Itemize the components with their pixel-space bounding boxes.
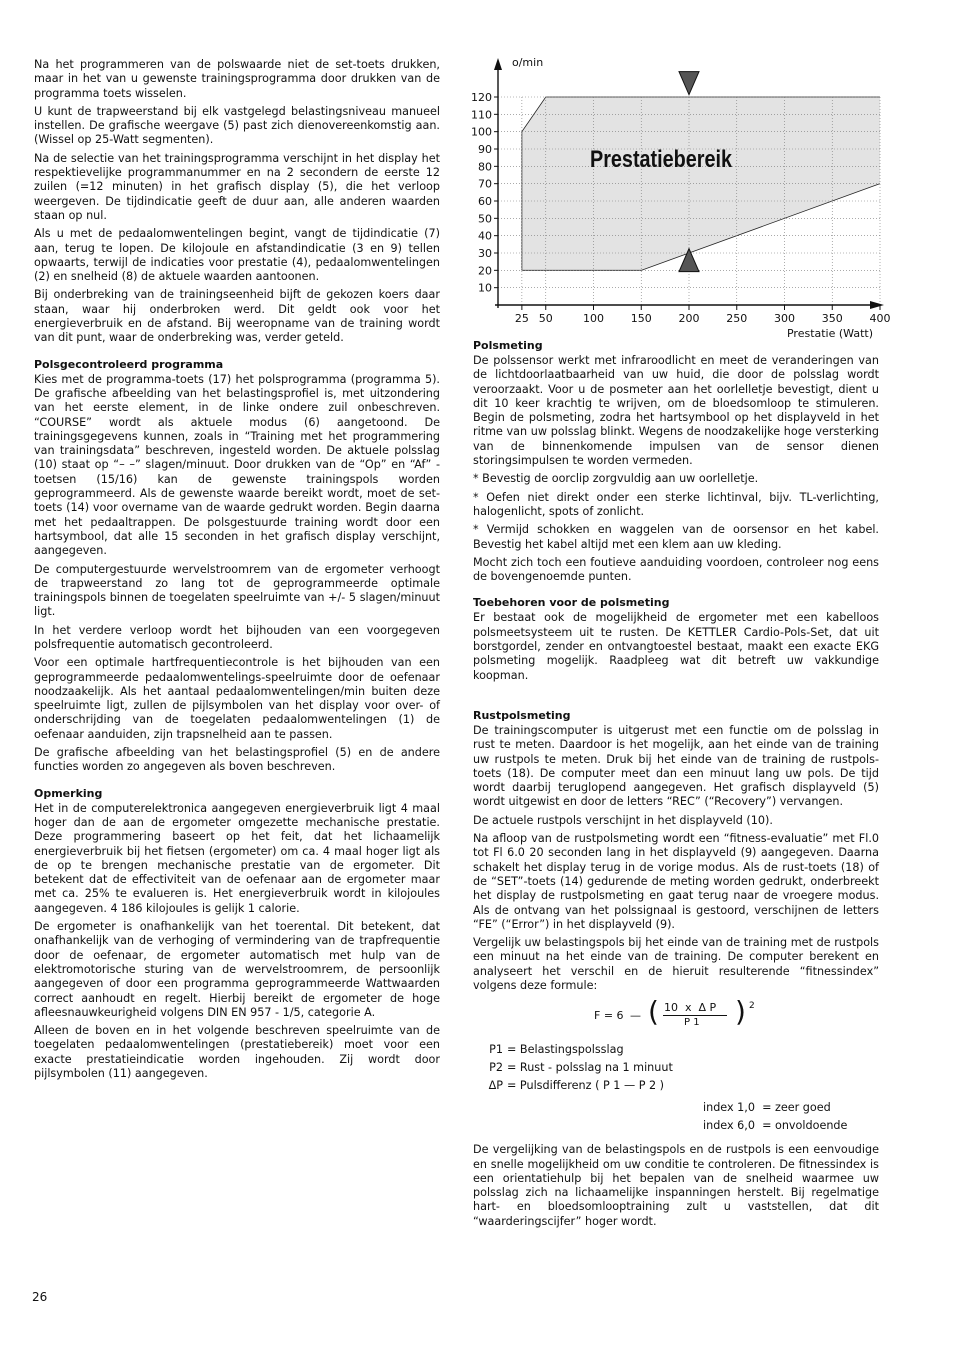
legend-symbol: P1 bbox=[489, 1043, 503, 1057]
y-tick-label: 110 bbox=[471, 108, 492, 122]
legend-definition: = Rust - polsslag na 1 minuut bbox=[507, 1061, 673, 1075]
paragraph: Als u met de pedaalomwentelingen begint, vangt de tijdindicatie (7) aan, terug te lopen. De kilojoule en afstandindicatie (3 en 9) tellen opwaarts, terwijl de indicaties voor prestatie (4), pedaalomwentelingen (2) en snelheid (8) de aktuele waarden aantoonen. bbox=[34, 227, 440, 284]
bullet-item: * Vermijd schokken en waggelen van de oorsensor en het kabel. Bevestig het kabel altijd met een klem aan uw kleding. bbox=[473, 523, 879, 551]
formula-paren-open: ( bbox=[648, 995, 659, 1029]
index-scale bbox=[703, 1099, 879, 1135]
paragraph: De polssensor werkt met infraroodlicht en meet de veranderingen van de lichtdoorlaatbaarheid van uw huid, die door de polsslag wordt veroorzaakt. Voor u de posmeter aan het oorlelletje bevestigt, dient u dit 10 keer krachtig te wrijven, om de bloedsomloop te stimuleren. Begin de polsmeting, zodra het hartsymbool op het displayveld in het ritme van uw polsslag blinkt. Wegens de noodzakelijke hoge versterking van de binnenkomende impulsen van de sensor dienen storingsimpulsen te worden vermeden. bbox=[473, 354, 879, 468]
x-tick-label: 200 bbox=[678, 312, 700, 325]
bullet-item: * Oefen niet direkt onder een sterke lichtinval, bijv. TL-verlichting, halogenlicht, spots of zonlicht. bbox=[473, 490, 879, 518]
y-tick-label: 30 bbox=[478, 247, 492, 260]
y-tick-label: 90 bbox=[478, 143, 492, 156]
performance-range-chart bbox=[466, 52, 896, 342]
section-heading: Polsgecontroleerd programma bbox=[34, 357, 224, 371]
paragraph: De computergestuurde wervelstroomrem van de ergometer verhoogt de trapweerstand zo lang tot de geprogrammeerde optimale trainingspols binnen de toegelaten speelruimte van +/- 5 slagen/minuut ligt. bbox=[34, 562, 440, 619]
bullet-item: * Bevestig de oorclip zorgvuldig aan uw oorlelletje. bbox=[473, 472, 759, 486]
x-tick-label: 400 bbox=[869, 312, 891, 325]
legend-symbol: ΔP bbox=[488, 1079, 503, 1093]
formula-exponent: 2 bbox=[749, 1001, 755, 1012]
legend-definition: = Pulsdifferenz ( P 1 — P 2 ) bbox=[507, 1079, 665, 1093]
y-axis-label: o/min bbox=[512, 56, 544, 69]
right-column bbox=[473, 339, 879, 1233]
left-column bbox=[34, 58, 440, 1085]
paragraph: Voor een optimale hartfrequentiecontrole is het bijhouden van een geprogrammeerde pedaalomwentelings-speelruimte door de oefenaar noodzaakelijk. Als het aantaal pedaalomwentelingen/min buiten deze speelruimte ligt, zullen de pijlsymbolen van het display voor over- of onderschrijding van de toegelaten pedaalomwentelingen (1) de oefenaar aanduiden, zijn trapsnelheid aan te passen. bbox=[34, 656, 440, 741]
formula-numerator: 10 x Δ P bbox=[664, 1001, 717, 1015]
page-number: 26 bbox=[32, 1290, 48, 1304]
formula-denominator: P 1 bbox=[684, 1017, 700, 1029]
paragraph: In het verdere verloop wordt het bijhouden van een voorgegeven polsfrequentie automatisch gecontroleerd. bbox=[34, 623, 440, 651]
paragraph: Er bestaat ook de mogelijkheid de ergometer met een kabelloos polsmeetsysteem uit te rusten. De KETTLER Cardio-Pols-Set, dat uit borstgordel, zender en ontvangtoestel bestaat, maakt een exacte EKG polsmeting mogelijk. Raadpleeg wat dit betreft uw vakkundige koopman. bbox=[473, 611, 879, 682]
paragraph: Mocht zich toch een foutieve aanduiding voordoen, controleer nog eens de bovengenoemde punten. bbox=[473, 555, 879, 584]
x-axis-arrow-icon bbox=[870, 301, 884, 309]
y-tick-label: 70 bbox=[478, 177, 492, 191]
y-tick-label: 120 bbox=[471, 91, 492, 104]
paragraph: De ergometer is onafhankelijk van het toerental. Dit betekent, dat onafhankelijk van de verhoging of vermindering van de trapfrequentie door de oefenaar, de ergometer automatisch met hulp van de elektromotorische sturing van de wervelstroomrem, de persoonlijk aangegeven of door een programma geprogrammeerde Wattwaarden correct aanhoudt en regelt. Hierbij bereikt de ergometer de hoge afleesnauwkeurigheid volgens DIN EN 957 - 1/5, categorie A. bbox=[34, 920, 440, 1019]
formula-lhs: F = 6 bbox=[594, 1009, 624, 1023]
paragraph: Na afloop van de rustpolsmeting wordt een “fitness-evaluatie” met Fl.0 tot Fl 6.0 20 seconden lang in het displayveld (9) aangegeven. Daarna schakelt het display terug in de vorige modus. Als de rust-toets (18) of de “SET”-toets (14) gedurende de meting worden gedrukt, onderbreekt het display de rustpolsmeting en gaat terug naar de vroegere modus. Als de ontvang van het polssignaal is gestoord, verschijnen de letters “FE” (“Error”) in het displayveld (9). bbox=[473, 832, 879, 931]
y-tick-label: 40 bbox=[478, 229, 492, 243]
paragraph: U kunt de trapweerstand bij elk vastgelegd belastingsniveau manueel instellen. De grafische weergave (5) past zich dienovereenkomstig aan. (Wissel op 25-Watt segmenten). bbox=[34, 104, 440, 147]
formula-legend bbox=[473, 1041, 879, 1095]
paragraph: De trainingscomputer is uitgerust met een functie om de polsslag in rust te meten. Daardoor is het mogelijk, aan het einde van de training uw rustpols te meten. Druk bij het einde van de training de rustpols-toets (18). De computer meet dan een minuut lang uw pols. De tijd wordt daarbij teruglopend aangegeven. Het grafisch displayveld (5) wordt uitgewist en door de letters “REC” (“Recovery”) vervangen. bbox=[473, 723, 879, 809]
paragraph: Na de selectie van het trainingsprogramma verschijnt in het display het respektievelijke programmanummer en na 2 secondern de eerste 12 zuilen (=12 minuten) in het grafisch display (5), die het verloop weergeven. De tijdindicatie geeft de duur aan, alle anderen waarden staan op nul. bbox=[34, 151, 440, 222]
x-axis-label: Prestatie (Watt) bbox=[786, 327, 873, 340]
index-line: index 6,0 = onvoldoende bbox=[703, 1119, 848, 1133]
paragraph: Na het programmeren van de polswaarde niet de set-toets drukken, maar in het van u gewenste trainingsprogramma door drukken van de programma toets wisselen. bbox=[34, 58, 440, 100]
x-tick-label: 250 bbox=[726, 312, 748, 325]
paragraph: Het in de computerelektronica aangegeven energieverbruik ligt 4 maal hoger dan de aan de ergometer omgezette mechanische prestatie. Deze programmering baseert op het feit, dat het lichaamelijk energieverbruik bij het fietsen (ergometer) om ca. 4 maal hoger ligt als de op te brengen mechanische prestatie van de ergometer. Dit betekent dat de effectiviteit van de oefenaar aan de ergometer maar met ca. 25% te evalueren is. Het energieverbruik wordt in kilojoules aangegeven. 4 186 kilojoules is gelijk 1 calorie. bbox=[34, 801, 440, 915]
section-heading: Opmerking bbox=[34, 786, 103, 800]
y-tick-label: 50 bbox=[478, 212, 492, 226]
legend-row bbox=[473, 1077, 879, 1095]
y-tick-label: 80 bbox=[478, 160, 492, 174]
y-tick-label: 20 bbox=[478, 264, 492, 278]
x-tick-label: 50 bbox=[538, 312, 553, 325]
section-heading: Rustpolsmeting bbox=[473, 708, 571, 722]
legend-definition: = Belastingspolsslag bbox=[507, 1043, 624, 1057]
paragraph: De grafische afbeelding van het belastingsprofiel (5) en de andere functies worden zo angegeven als boven beschreven. bbox=[34, 746, 440, 774]
x-tick-label: 150 bbox=[630, 312, 652, 325]
index-line: index 1,0 = zeer goed bbox=[703, 1101, 831, 1115]
y-tick-label: 60 bbox=[478, 195, 492, 208]
paragraph: Bij onderbreking van de trainingseenheid bijft de gekozen koers daar staan, waar hij onderbroken werd. Dit geldt ook voor het energieverbruik en de afstand. Bij weeropname van de training wordt van dit punt, waar de onderbreking was, verder geteld. bbox=[34, 288, 440, 345]
x-tick-label: 100 bbox=[583, 312, 604, 325]
performance-range-area bbox=[522, 97, 880, 270]
x-tick-label: 25 bbox=[514, 312, 529, 325]
paragraph: Vergelijk uw belastingspols bij het einde van de training met de rustpols een minuut na het einde van de training. De computer berekent en analyseert het verschil en de hieruit resulterende “fitnessindex” volgens deze formule: bbox=[473, 936, 879, 992]
y-tick-label: 10 bbox=[478, 281, 492, 295]
legend-symbol: P2 bbox=[489, 1061, 503, 1075]
paragraph: De actuele rustpols verschijnt in het displayveld (10). bbox=[473, 813, 773, 827]
section-heading: Polsmeting bbox=[473, 339, 543, 352]
chart-title: Prestatiebereik bbox=[590, 146, 733, 173]
y-axis-arrow-icon bbox=[494, 58, 502, 70]
formula-paren-close: ) bbox=[735, 995, 746, 1029]
paragraph: Kies met de programma-toets (17) het polsprogramma (programma 5). De grafische afbeelding van het belastingsprofiel is, met uitzondering van het eerste element, in de linke ondere zuil onbeschreven. “COURSE” wordt als aktuele modus (6) aangetoond. De trainingsgegevens kunnen, zoals in “Training met het programmering van trainingsdata” beschreven, ingesteld worden. De aktuele polsslag (10) staat op “– –” slagen/minuut. Door drukken van de “Op” en “Af” - toetsen (15/16) kan de gewenste trainingspols worden geprogrammeerd. Als de gewenste waarde bereikt wordt, moet de set-toets (14) voor overname van de waarde gedrukt worden. Begin daarna met het pedaaltrappen. De polsgestuurde training wordt door een hartsymbool, dat alle 15 seconden in het grafisch display verschijnt, aangegeven. bbox=[34, 372, 440, 558]
fitness-formula bbox=[473, 995, 879, 1039]
y-tick-label: 100 bbox=[471, 125, 492, 139]
legend-row bbox=[473, 1041, 879, 1059]
paragraph: Alleen de boven en in het volgende beschreven speelruimte van de toegelaten pedaalomwentelingen (prestatiebereik) moet voor een exacte prestatieindicatie worden ingehouden. Zij wordt door pijlsymbolen (11) aangegeven. bbox=[34, 1024, 440, 1080]
arrow-down-icon bbox=[679, 72, 699, 95]
x-tick-label: 300 bbox=[774, 312, 795, 325]
section-heading: Toebehoren voor de polsmeting bbox=[473, 596, 670, 610]
legend-row bbox=[473, 1059, 879, 1077]
paragraph: De vergelijking van de belastingspols en de rustpols is een eenvoudige en snelle mogelijkheid om uw conditie te controleren. De fitnessindex is een orientatiehulp bij het bepalen van de snelheid waarmee uw polsslag zich na lichaamelijke inspanningen herstelt. Bij regelmatige hart- en bloedsomlooptraining zult u vaststellen, dat dit “waarderingscijfer” hoger wordt. bbox=[473, 1143, 879, 1228]
x-tick-label: 350 bbox=[821, 312, 843, 325]
formula-minus: — bbox=[630, 1009, 641, 1023]
